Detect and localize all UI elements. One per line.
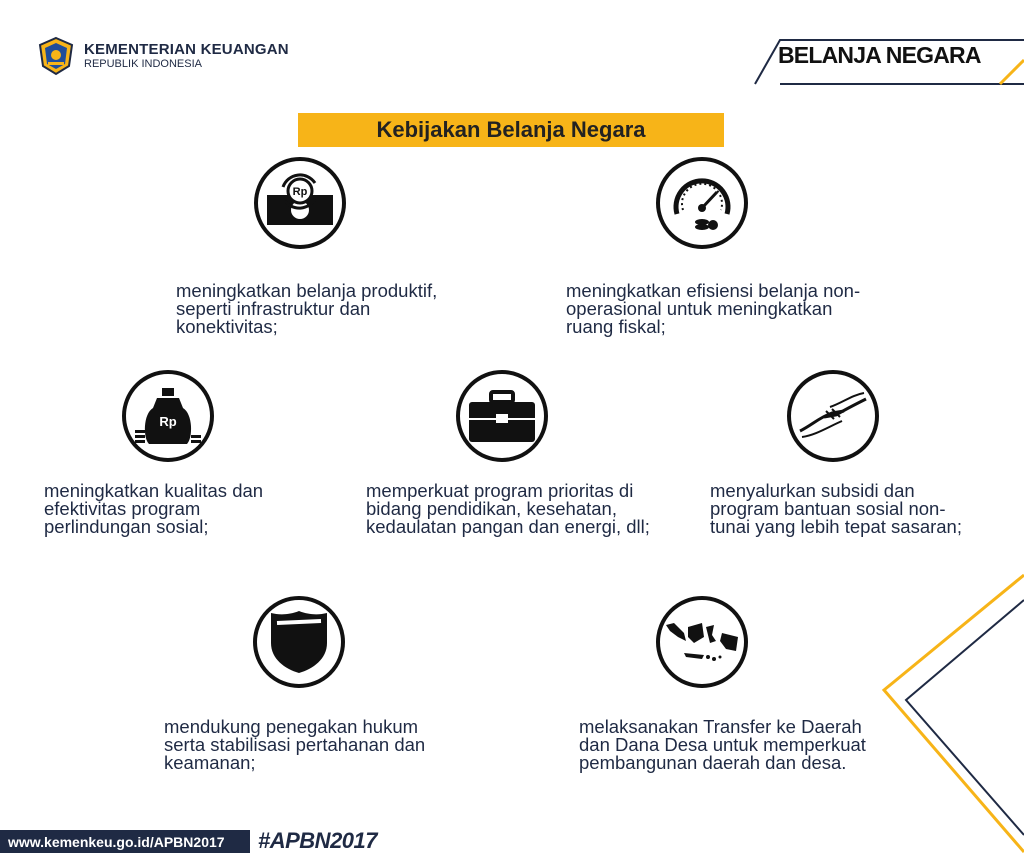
rupiah-symbol: Rp: [159, 414, 177, 429]
giving-hands-icon: [787, 370, 879, 462]
ministry-emblem-icon: [36, 36, 76, 76]
item-text-7: melaksanakan Transfer ke Daerah dan Dana Desa untuk memperkuat pembangunan daerah dan desa.: [579, 716, 866, 773]
money-bag-icon: [122, 370, 214, 462]
ministry-logo-block: [36, 36, 289, 76]
item-text-2: meningkatkan efisiensi belanja non-operasional untuk meningkatkan ruang fiskal;: [566, 280, 861, 337]
section-tag: [760, 40, 1000, 74]
footer-hashtag: #APBN2017: [258, 828, 378, 853]
section-tag-label: BELANJA NEGARA: [778, 42, 981, 68]
briefcase-icon: [456, 370, 548, 462]
item-text-6: mendukung penegakan hukum serta stabilisasi pertahanan dan keamanan;: [164, 716, 426, 773]
item-text-3: meningkatkan kualitas dan efektivitas program perlindungan sosial;: [44, 480, 264, 537]
rupiah-symbol: Rp: [292, 186, 308, 198]
footer-url[interactable]: www.kemenkeu.go.id/APBN2017: [0, 830, 250, 853]
money-cycle-icon: [254, 157, 346, 249]
page-title-banner: [298, 113, 724, 147]
item-text-1: meningkatkan belanja produktif, seperti infrastruktur dan konektivitas;: [176, 280, 438, 337]
page-title: Kebijakan Belanja Negara: [376, 117, 646, 142]
gauge-icon: [656, 157, 748, 249]
item-text-5: menyalurkan subsidi dan program bantuan sosial non-tunai yang lebih tepat sasaran;: [710, 480, 962, 537]
org-subtitle: REPUBLIK INDONESIA: [84, 58, 202, 71]
item-text-4: memperkuat program prioritas di bidang pendidikan, kesehatan, kedaulatan pangan dan energi, dll;: [366, 480, 650, 537]
org-name: KEMENTERIAN KEUANGAN: [84, 40, 289, 58]
indonesia-map-icon: [656, 596, 748, 688]
shield-icon: [253, 596, 345, 688]
